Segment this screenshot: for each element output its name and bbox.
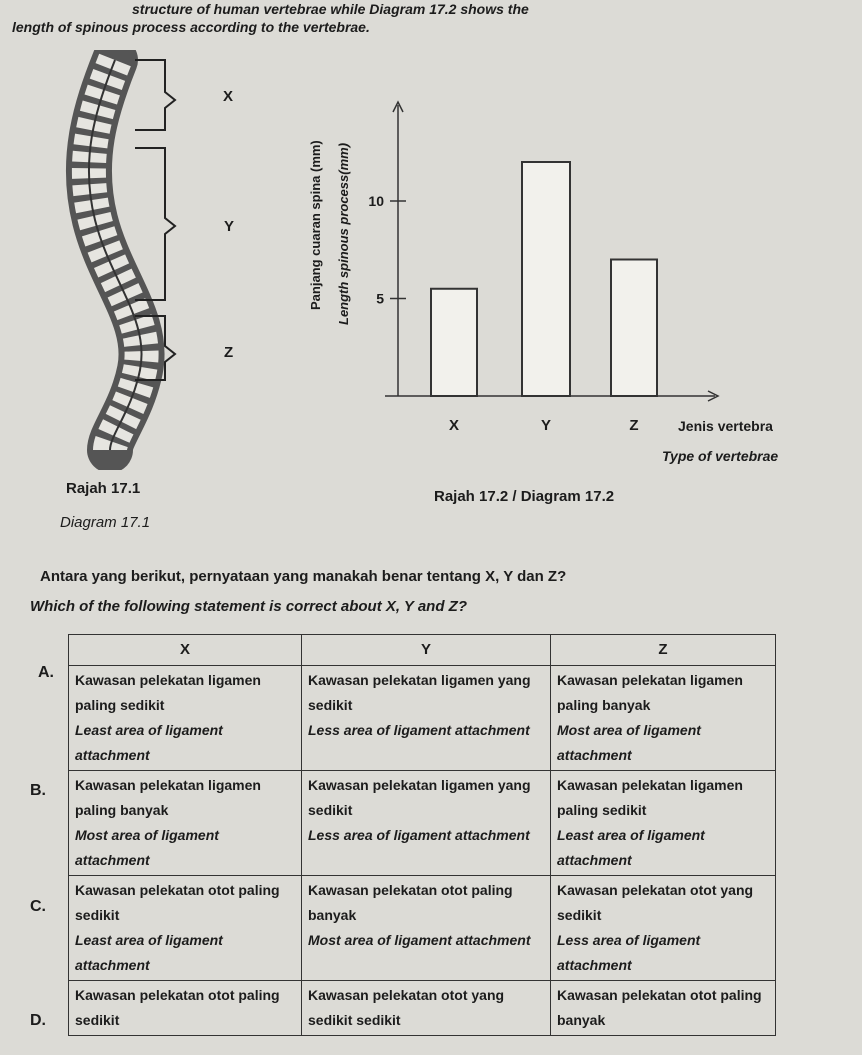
header-z: Z: [551, 635, 776, 666]
cell-text-en: Less area of ligament attachment: [557, 932, 701, 973]
y-ticks: [368, 193, 406, 307]
cell-text-en: Most area of ligament attachment: [75, 827, 219, 868]
cell-b-z: [551, 771, 776, 876]
question-ms: Antara yang berikut, pernyataan yang manakah benar tentang X, Y dan Z?: [40, 568, 567, 585]
x-tick-label-z: Z: [629, 417, 639, 434]
cell-d-z: [551, 981, 776, 1036]
label-x: X: [223, 88, 234, 105]
cell-text-ms: Kawasan pelekatan ligamen paling sedikit: [75, 672, 261, 713]
label-y: Y: [224, 218, 235, 235]
option-b-letter[interactable]: B.: [30, 782, 46, 799]
cell-a-y: [302, 666, 551, 771]
header-y: Y: [302, 635, 551, 666]
cell-c-x: [69, 876, 302, 981]
x-tick-labels: [449, 417, 639, 434]
header-x: X: [69, 635, 302, 666]
option-a-letter[interactable]: A.: [38, 664, 54, 681]
question-en: Which of the following statement is correct about X, Y and Z?: [30, 598, 467, 615]
option-d-letter[interactable]: D.: [30, 1012, 46, 1029]
cell-text-ms: Kawasan pelekatan otot paling sedikit: [75, 882, 280, 923]
cell-text-ms: Kawasan pelekatan ligamen yang sedikit: [308, 672, 531, 713]
table-row-a: [69, 666, 776, 771]
bar-x: [431, 289, 477, 396]
cell-b-x: [69, 771, 302, 876]
cell-text-en: Most area of ligament attachment: [557, 722, 701, 763]
cell-c-y: [302, 876, 551, 981]
x-tick-label-y: Y: [540, 417, 552, 434]
cell-text-ms: Kawasan pelekatan ligamen paling sedikit: [557, 777, 743, 818]
y-axis-labels: [308, 140, 351, 325]
cell-text-ms: Kawasan pelekatan otot paling sedikit: [75, 987, 280, 1028]
x-axis-label-ms: Jenis vertebra: [678, 418, 773, 434]
cell-text-en: Less area of ligament attachment: [308, 827, 530, 843]
diagram2-caption: Rajah 17.2 / Diagram 17.2: [434, 488, 615, 505]
table-header-row: [69, 635, 776, 666]
cell-text-ms: Kawasan pelekatan ligamen yang sedikit: [308, 777, 531, 818]
bars: [431, 162, 657, 396]
intro-text: [12, 0, 852, 36]
cell-text-ms: Kawasan pelekatan ligamen paling banyak: [75, 777, 261, 818]
cell-text-en: Least area of ligament attachment: [557, 827, 705, 868]
y-axis-label-ms: Panjang cuaran spina (mm): [308, 140, 323, 310]
cell-text-ms: Kawasan pelekatan otot paling banyak: [308, 882, 513, 923]
bar-chart: [290, 60, 850, 480]
cell-text-ms: Kawasan pelekatan otot paling banyak: [557, 987, 762, 1028]
table-row-b: [69, 771, 776, 876]
cell-text-en: Least area of ligament attachment: [75, 722, 223, 763]
y-axis-label-en: Length spinous process(mm): [336, 142, 351, 325]
y-tick-label-5: 5: [376, 290, 384, 307]
cell-text-ms: Kawasan pelekatan otot yang sedikit: [557, 882, 754, 923]
spine-diagram: [40, 50, 270, 470]
table-row-c: [69, 876, 776, 981]
cell-text-ms: Kawasan pelekatan ligamen paling banyak: [557, 672, 743, 713]
diagram1-caption-ms: Rajah 17.1: [66, 480, 141, 497]
x-tick-label-x: X: [448, 417, 460, 434]
x-axis-label-en: Type of vertebrae: [662, 448, 779, 464]
cell-d-y: [302, 981, 551, 1036]
intro-line-2: length of spinous process according to the vertebrae.: [12, 19, 370, 35]
cell-b-y: [302, 771, 551, 876]
vertebral-column: [89, 60, 142, 450]
bracket-x: [135, 60, 175, 130]
cell-text-en: Most area of ligament attachment: [308, 932, 531, 948]
diagram1-caption-en: Diagram 17.1: [60, 514, 151, 531]
cell-a-x: [69, 666, 302, 771]
label-z: Z: [224, 344, 234, 361]
cell-a-z: [551, 666, 776, 771]
cell-text-en: Least area of ligament attachment: [75, 932, 223, 973]
bar-y: [522, 162, 570, 396]
table-row-d: [69, 981, 776, 1036]
options-table: [68, 634, 776, 1036]
bar-z: [611, 260, 657, 397]
intro-line-1: structure of human vertebrae while Diagram 17.2 shows the: [132, 1, 529, 17]
cell-text-ms: Kawasan pelekatan otot yang sedikit sedikit: [308, 987, 505, 1028]
y-tick-label-10: 10: [368, 193, 384, 209]
cell-c-z: [551, 876, 776, 981]
cell-text-en: Less area of ligament attachment: [308, 722, 530, 738]
option-c-letter[interactable]: C.: [30, 898, 46, 915]
cell-d-x: [69, 981, 302, 1036]
